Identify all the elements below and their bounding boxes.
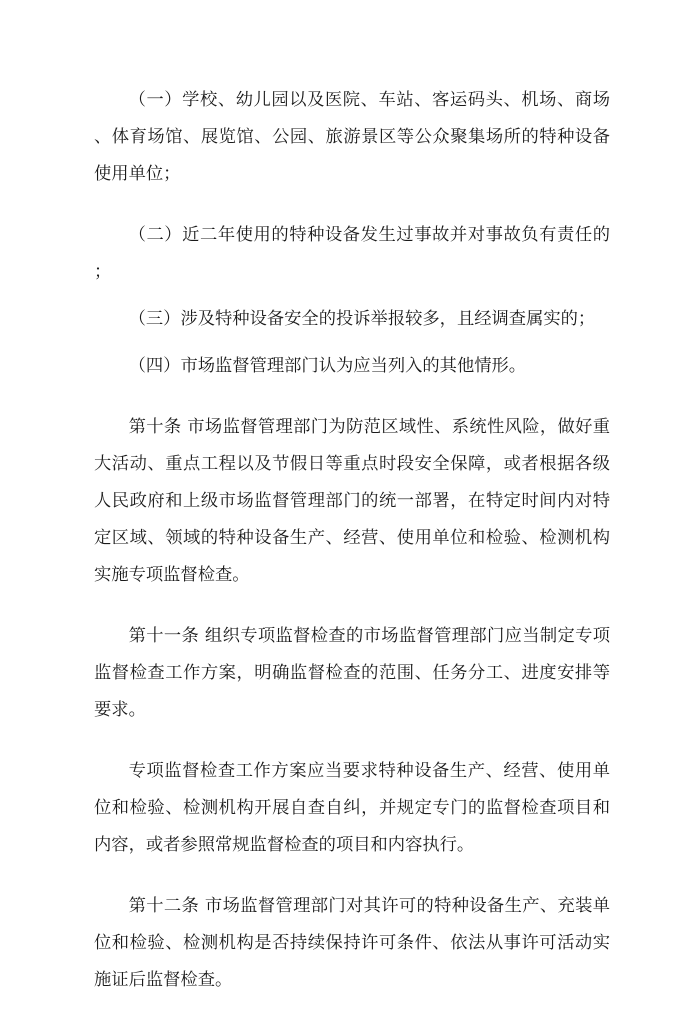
document-page <box>94 82 610 1023</box>
clause-item-1: （一）学校、幼儿园以及医院、车站、客运码头、机场、商场、体育场馆、展览馆、公园、旅游景区等公众聚集场所的特种设备使用单位； <box>94 90 610 184</box>
clause-item-2: （二）近二年使用的特种设备发生过事故并对事故负有责任的； <box>94 225 610 282</box>
clause-item-3: （三）涉及特种设备安全的投诉举报较多，且经调查属实的； <box>128 309 596 329</box>
article-11-paragraph-2: 专项监督检查工作方案应当要求特种设备生产、经营、使用单位和检验、检测机构开展自查自纠，并规定专门的监督检查项目和内容，或者参照常规监督检查的项目和内容执行。 <box>94 761 610 855</box>
article-10: 第十条 市场监督管理部门为防范区域性、系统性风险，做好重大活动、重点工程以及节假日等重点时段安全保障，或者根据各级人民政府和上级市场监督管理部门的统一部署，在特定时间内对特定区域、领域的特种设备生产、经营、使用单位和检验、检测机构实施专项监督检查。 <box>94 417 610 585</box>
article-12: 第十二条 市场监督管理部门对其许可的特种设备生产、充装单位和检验、检测机构是否持续保持许可条件、依法从事许可活动实施证后监督检查。 <box>94 896 610 990</box>
clause-item-4: （四）市场监督管理部门认为应当列入的其他情形。 <box>128 356 527 376</box>
article-11: 第十一条 组织专项监督检查的市场监督管理部门应当制定专项监督检查工作方案，明确监督检查的范围、任务分工、进度安排等要求。 <box>94 626 610 720</box>
